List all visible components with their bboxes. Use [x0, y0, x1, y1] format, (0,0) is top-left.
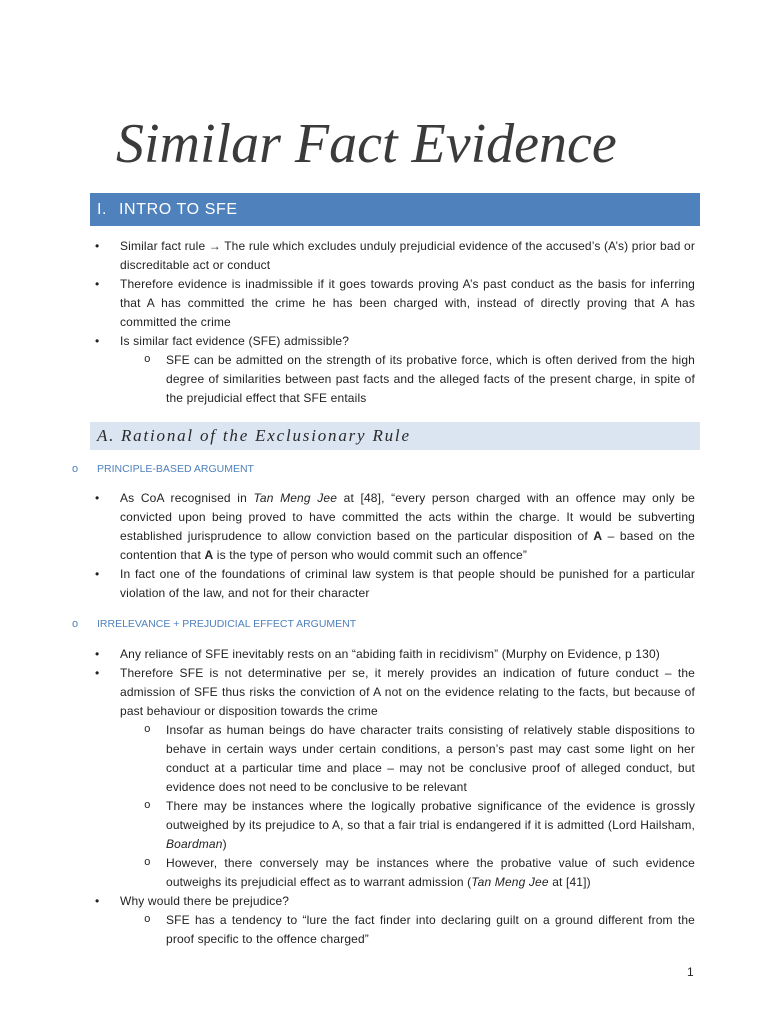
text-segment: ) — [222, 837, 227, 851]
bullet-marker: • — [95, 647, 100, 661]
bullet-item — [0, 237, 768, 275]
bullet-item — [0, 892, 768, 911]
bullet-item — [0, 275, 768, 332]
section-heading: INTRO TO SFE — [119, 201, 238, 218]
sub-bullet-text — [166, 854, 695, 892]
principle-bullet-list — [0, 489, 768, 603]
bullet-marker: • — [95, 894, 100, 908]
case-name: Boardman — [166, 837, 223, 851]
text-segment: at [48], “every person charged with an offence may only be convicted upon being proved to have committed the acts within the charge. It would be subverting established jurisprudence to allow conviction based on the particular disposition of — [120, 491, 695, 543]
subsection-heading: Rational of the Exclusionary Rule — [121, 426, 411, 445]
sub-bullet-text: SFE can be admitted on the strength of its probative force, which is often derived from the high degree of similarities between past facts and the alleged facts of the present charge, in spite of the prejudicial effect that SFE entails — [166, 353, 695, 405]
argument-heading — [0, 615, 768, 634]
sub-bullet-item — [0, 854, 768, 892]
text-segment: is the type of person who would commit such an offence” — [213, 548, 527, 562]
sub-bullet-marker: o — [144, 914, 151, 926]
bullet-item — [0, 489, 768, 565]
sub-bullet-marker: o — [144, 354, 151, 366]
case-name: Tan Meng Jee — [471, 875, 549, 889]
text-segment: – based on the contention that — [120, 529, 695, 562]
argument-heading-text: PRINCIPLE-BASED ARGUMENT — [97, 463, 254, 475]
bullet-text: Similar fact rule → The rule which excludes unduly prejudicial evidence of the accused’s (A’s) prior bad or discreditable act or conduct — [120, 239, 695, 272]
section-heading-bar — [90, 193, 700, 226]
bullet-text: In fact one of the foundations of criminal law system is that people should be punished for a particular violation of the law, and not for their character — [120, 567, 695, 600]
bullet-text: Why would there be prejudice? — [120, 894, 290, 908]
sub-bullet-item — [0, 797, 768, 854]
bullet-marker: • — [95, 567, 100, 581]
sub-bullet-item — [0, 721, 768, 797]
text-segment: As CoA recognised in — [120, 491, 254, 505]
subsection-letter: A. — [97, 426, 116, 445]
sub-bullet-text — [166, 797, 695, 854]
argument-heading-text: IRRELEVANCE + PREJUDICIAL EFFECT ARGUMENT — [97, 618, 357, 630]
bullet-text: Therefore evidence is inadmissible if it goes towards proving A’s past conduct as the basis for inferring that A has committed the crime he has been charged with, instead of directly proving that A has committed the crime — [120, 277, 695, 329]
bullet-item — [0, 332, 768, 351]
sub-bullet-text: SFE has a tendency to “lure the fact finder into declaring guilt on a ground different from the proof specific to the offence charged” — [166, 913, 695, 946]
bullet-text: Is similar fact evidence (SFE) admissible? — [120, 334, 350, 348]
bullet-text: Any reliance of SFE inevitably rests on an “abiding faith in recidivism” (Murphy on Evidence, p 130) — [120, 647, 660, 661]
sub-bullet-marker: o — [144, 724, 151, 736]
bullet-marker: • — [95, 239, 100, 253]
document-title: Similar Fact Evidence — [116, 113, 617, 175]
bullet-text — [120, 489, 695, 565]
bullet-marker: • — [95, 334, 100, 348]
sub-bullet-marker: o — [144, 800, 151, 812]
bullet-item — [0, 664, 768, 721]
text-segment: There may be instances where the logically probative significance of the evidence is grossly outweighed by its prejudice to A, so that a fair trial is endangered if it is admitted (Lord Hailsham, — [166, 799, 695, 832]
sub-bullet-text: Insofar as human beings do have character traits consisting of relatively stable dispositions to behave in certain ways under certain conditions, a person’s past may cast some light on her conduct at a particular time and place – may not be conclusive proof of alleged conduct, but evidence does not need to be conclusive to be relevant — [166, 723, 695, 794]
argument-marker: o — [72, 463, 79, 475]
text-segment: However, there conversely may be instances where the probative value of such evidence outweighs its prejudicial effect as to warrant admission ( — [166, 856, 695, 889]
bullet-marker: • — [95, 491, 100, 505]
irrelevance-bullet-list — [0, 645, 768, 949]
bullet-text: Therefore SFE is not determinative per se, it merely provides an indication of future conduct – the admission of SFE thus risks the conviction of A not on the evidence relating to the facts, but because of past behaviour or disposition towards the crime — [120, 666, 695, 718]
sub-bullet-marker: o — [144, 857, 151, 869]
page-number: 1 — [687, 965, 694, 979]
sub-bullet-item — [0, 911, 768, 949]
bullet-marker: • — [95, 277, 100, 291]
argument-heading — [0, 460, 768, 479]
argument-marker: o — [72, 618, 79, 630]
section-number: I. — [97, 201, 108, 218]
party-reference: A — [204, 548, 214, 562]
subsection-heading-bar — [90, 422, 700, 450]
bullet-marker: • — [95, 666, 100, 680]
party-reference: A — [593, 529, 603, 543]
bullet-item — [0, 565, 768, 603]
bullet-item — [0, 645, 768, 664]
case-name: Tan Meng Jee — [253, 491, 338, 505]
sub-bullet-item — [0, 351, 768, 408]
intro-bullet-list — [0, 237, 768, 408]
text-segment: at [41]) — [548, 875, 591, 889]
